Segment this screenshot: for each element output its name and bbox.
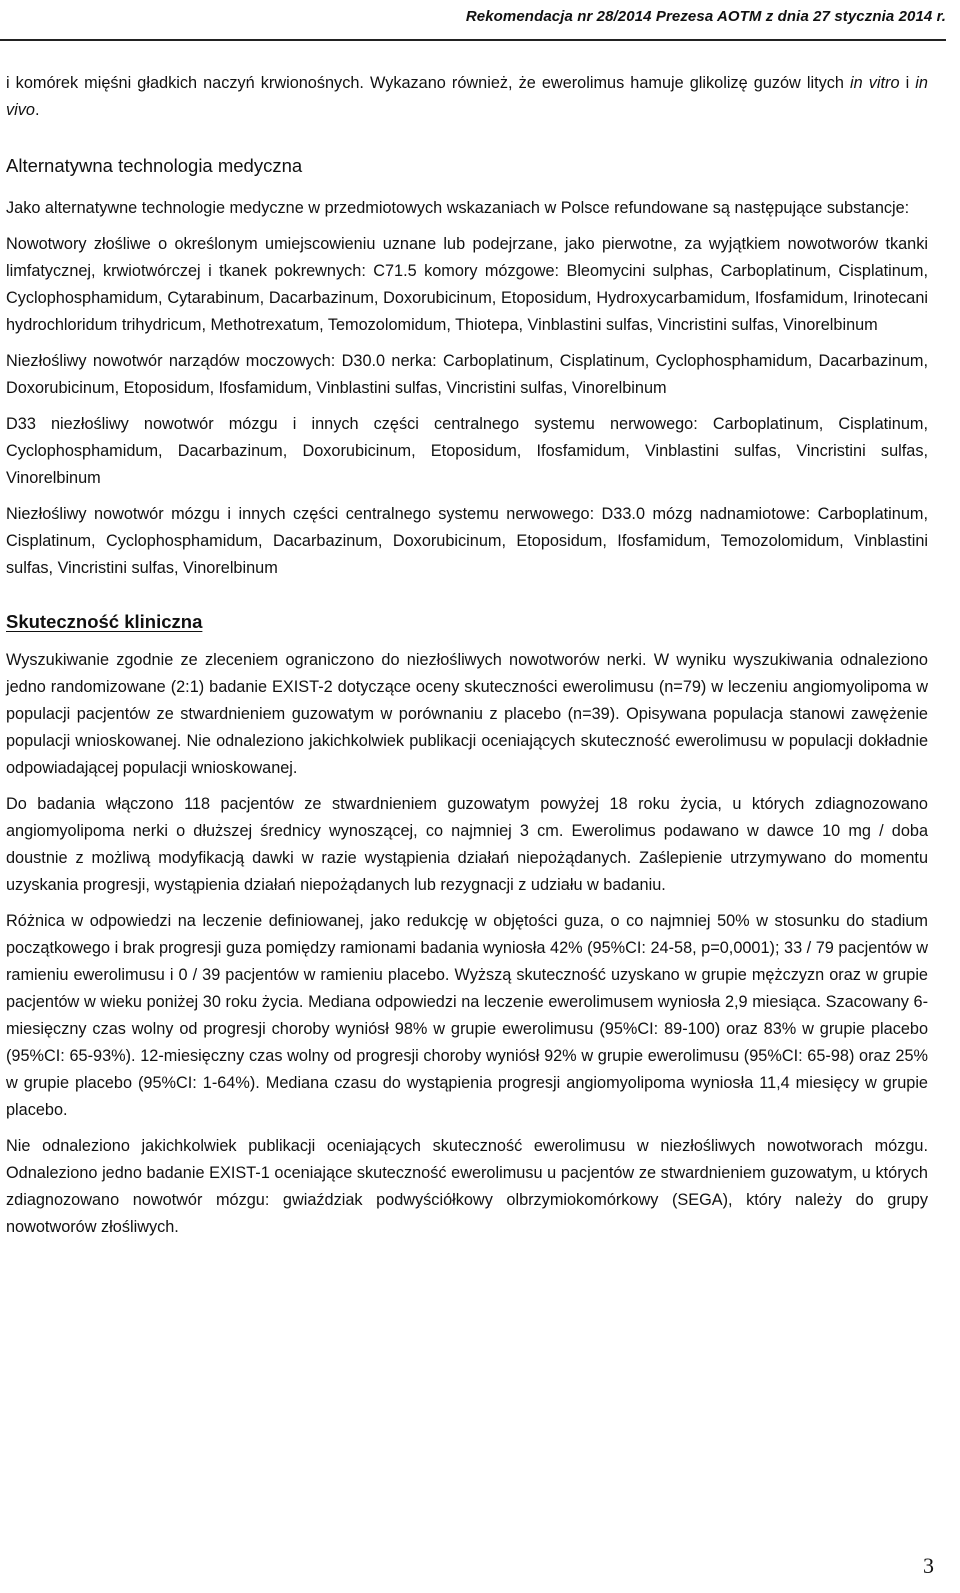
header-rule xyxy=(0,39,946,41)
substances-item-malignant-brain: Nowotwory złośliwe o określonym umiejscowieniu uznane lub podejrzane, jako pierwotne, za wyjątkiem nowotworów tkanki limfatycznej, krwiotwórczej i tkanek pokrewnych: C71.5 komory mózgowe: Bleomycini sulphas, Carboplatinum, Cisplatinum, Cyclophosphamidum, Cytarabinum, Dacarbazinum, Doxorubicinum, Etoposidum, Hydroxycarbamidum, Ifosfamidum, Irinotecani hydrochloridum trihydricum, Methotrexatum, Temozolomidum, Thiotepa, Vinblastini sulfas, Vincristini sulfas, Vinorelbinum xyxy=(6,235,928,334)
efficacy-paragraph-results: Różnica w odpowiedzi na leczenie definiowanej, jako redukcję w objętości guza, o co najmniej 50% w stosunku do stadium początkowego i brak progresji guza pomiędzy ramionami badania wyniosła 42% (95%CI: 24-58, p=0,0001); 33 / 79 pacjentów w ramieniu ewerolimusu i 0 / 39 pacjentów w ramieniu placebo. Wyższą skuteczność uzyskano w grupie mężczyzn oraz w grupie pacjentów w wieku poniżej 30 roku życia. Mediana odpowiedzi na leczenie ewerolimusem wyniosła 2,9 miesiąca. Szacowany 6-miesięczny czas wolny od progresji choroby wyniósł 98% w grupie ewerolimusu (95%CI: 89-100) oraz 83% w grupie placebo (95%CI: 65-93%). 12-miesięczny czas wolny od progresji choroby wyniósł 92% w grupie ewerolimusu (95%CI: 65-98) oraz 25% w grupie placebo (95%CI: 1-64%). Mediana czasu do wystąpienia progresji angiomyolipoma wyniosła 11,4 miesięcy w grupie placebo. xyxy=(6,912,928,1119)
efficacy-paragraph-enrollment: Do badania włączono 118 pacjentów ze stwardnieniem guzowatym powyżej 18 roku życia, u których zdiagnozowano angiomyolipoma nerki o dłuższej średnicy wynoszącej, co najmniej 3 cm. Ewerolimus podawano w dawce 10 mg / doba doustnie z możliwą modyfikacją dawki w razie wystąpienia działań niepożądanych. Zaślepienie utrzymywano do momentu uzyskania progresji, wystąpienia działań niepożądanych lub rezygnacji z udziału w badaniu. xyxy=(6,795,928,894)
alternative-technology-heading: Alternatywna technologia medyczna xyxy=(6,155,303,176)
clinical-efficacy-heading: Skuteczność kliniczna xyxy=(6,611,203,632)
continuation-text: i komórek mięśni gładkich naczyń krwionośnych. Wykazano również, że ewerolimus hamuje glikolizę guzów litych xyxy=(6,74,851,92)
efficacy-paragraph-brain: Nie odnaleziono jakichkolwiek publikacji oceniających skuteczność ewerolimusu w niezłośliwych nowotworach mózgu. Odnaleziono jedno badanie EXIST-1 oceniające skuteczność ewerolimusu u pacjentów ze stwardnieniem guzowatym, u których zdiagnozowano nowotwór mózgu: gwiaździak podwyściółkowy olbrzymiokomórkowy (SEGA), który należy do grupy nowotworów złośliwych. xyxy=(6,1137,928,1236)
continuation-period: . xyxy=(34,101,40,119)
page-body xyxy=(6,70,928,1241)
efficacy-paragraph-search: Wyszukiwanie zgodnie ze zleceniem ograniczono do niezłośliwych nowotworów nerki. W wyniku wyszukiwania odnaleziono jedno randomizowane (2:1) badanie EXIST-2 dotyczące oceny skuteczności ewerolimusu (n=79) w leczeniu angiomyolipoma w populacji pacjentów ze stwardnieniem guzowatym w porównaniu z placebo (n=39). Opisywana populacja stanowi zawężenie populacji wnioskowanej. Nie odnaleziono jakichkolwiek publikacji oceniających skuteczność ewerolimusu w populacji dokładnie odpowiadającej populacji wnioskowanej. xyxy=(6,651,928,777)
in-vitro-term: in vitro xyxy=(850,74,900,92)
substances-item-kidney: Niezłośliwy nowotwór narządów moczowych: D30.0 nerka: Carboplatinum, Cisplatinum, Cyclophosphamidum, Dacarbazinum, Doxorubicinum, Etoposidum, Ifosfamidum, Vinblastini sulfas, Vincristini sulfas, Vinorelbinum xyxy=(6,352,928,397)
substances-item-cns: D33 niezłośliwy nowotwór mózgu i innych części centralnego systemu nerwowego: Carboplatinum, Cisplatinum, Cyclophosphamidum, Dacarbazinum, Doxorubicinum, Etoposidum, Ifosfamidum, Vinblastini sulfas, Vincristini sulfas, Vinorelbinum xyxy=(6,415,928,487)
page-number: 3 xyxy=(923,1553,934,1578)
continuation-paragraph xyxy=(6,70,928,124)
running-header: Rekomendacja nr 28/2014 Prezesa AOTM z dnia 27 stycznia 2014 r. xyxy=(465,8,946,25)
alternative-technology-intro: Jako alternatywne technologie medyczne w przedmiotowych wskazaniach w Polsce refundowane są następujące substancje: xyxy=(6,199,910,217)
substances-item-supratentorial: Niezłośliwy nowotwór mózgu i innych części centralnego systemu nerwowego: D33.0 mózg nadnamiotowe: Carboplatinum, Cisplatinum, Cyclophosphamidum, Dacarbazinum, Doxorubicinum, Etoposidum, Ifosfamidum, Temozolomidum, Vinblastini sulfas, Vincristini sulfas, Vinorelbinum xyxy=(6,505,928,577)
in-vivo-term: in vivo xyxy=(6,74,928,119)
continuation-conjunction: i xyxy=(899,74,916,92)
